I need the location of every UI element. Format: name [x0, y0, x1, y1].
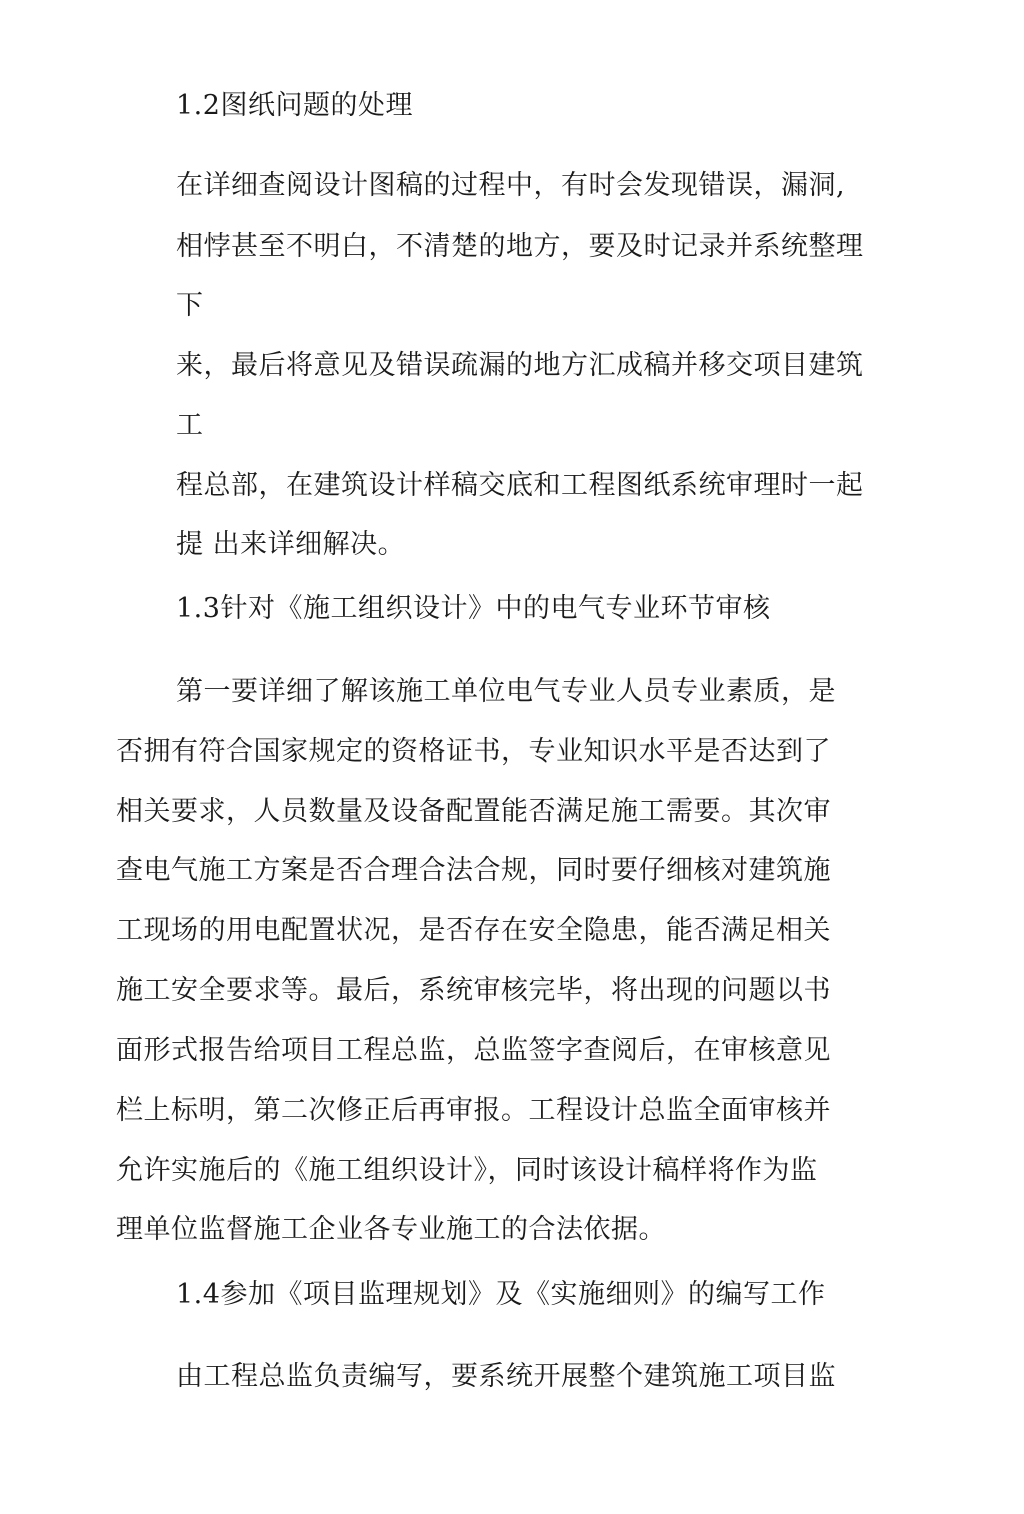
paragraph-line: 工现场的用电配置状况，是否存在安全隐患，能否满足相关	[116, 915, 831, 946]
paragraph-line: 第一要详细了解该施工单位电气专业人员专业素质，是	[176, 676, 836, 707]
paragraph-line: 栏上标明，第二次修正后再审报。工程设计总监全面审核并	[116, 1095, 831, 1126]
paragraph-line: 程总部，在建筑设计样稿交底和工程图纸系统审理时一起	[176, 470, 864, 501]
paragraph-line: 否拥有符合国家规定的资格证书，专业知识水平是否达到了	[116, 736, 831, 767]
paragraph-line: 面形式报告给项目工程总监，总监签字查阅后，在审核意见	[116, 1035, 831, 1066]
paragraph-line: 提 出来详细解决。	[176, 529, 406, 560]
section-heading-1-3: 1.3针对《施工组织设计》中的电气专业环节审核	[176, 593, 771, 624]
paragraph-line: 允许实施后的《施工组织设计》，同时该设计稿样将作为监	[116, 1155, 818, 1186]
paragraph-line: 施工安全要求等。最后，系统审核完毕，将出现的问题以书	[116, 975, 831, 1006]
paragraph-line: 相关要求，人员数量及设备配置能否满足施工需要。其次审	[116, 796, 831, 827]
paragraph-line: 相悖甚至不明白，不清楚的地方，要及时记录并系统整理	[176, 231, 864, 262]
paragraph-line: 理单位监督施工企业各专业施工的合法依据。	[116, 1214, 666, 1245]
paragraph-line: 在详细查阅设计图稿的过程中，有时会发现错误，漏洞,	[176, 170, 846, 201]
paragraph-line: 来，最后将意见及错误疏漏的地方汇成稿并移交项目建筑	[176, 350, 864, 381]
paragraph-line: 下	[176, 290, 204, 321]
section-heading-1-2: 1.2图纸问题的处理	[176, 90, 413, 121]
paragraph-line: 由工程总监负责编写，要系统开展整个建筑施工项目监	[176, 1361, 836, 1392]
paragraph-line: 工	[176, 410, 204, 441]
section-heading-1-4: 1.4参加《项目监理规划》及《实施细则》的编写工作	[176, 1279, 826, 1310]
paragraph-line: 查电气施工方案是否合理合法合规，同时要仔细核对建筑施	[116, 855, 831, 886]
